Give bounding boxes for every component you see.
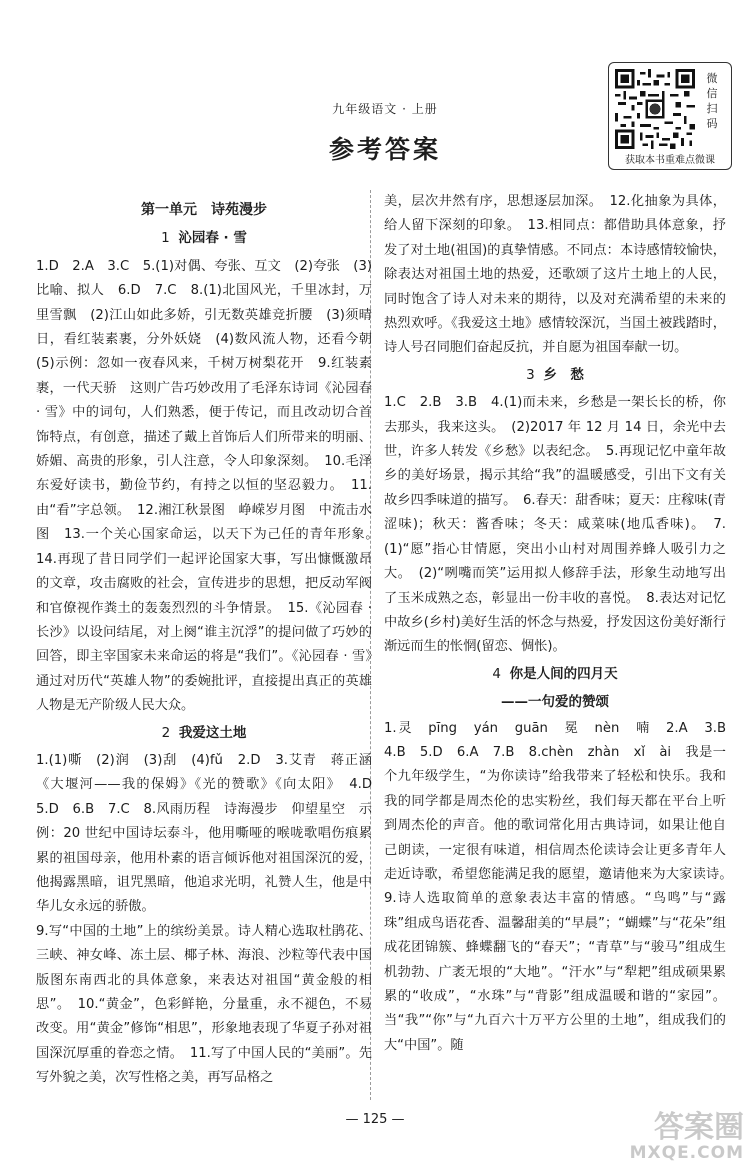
section-number: 4 (492, 665, 501, 682)
section-title-1 (36, 226, 372, 250)
section-number: 2 (161, 724, 171, 741)
unit-title: 第一单元 诗苑漫步 (141, 202, 267, 218)
watermark-logo (610, 1112, 750, 1166)
answers-section-2-continued: 9.写“中国的土地”上的缤纷美景。诗人精心选取杜鹃花、三峡、神女峰、冻土层、椰子林、海浪、沙粒等代表中国版图东南西北的具体意象，来表达对祖国“黄金般的相思”。 10.“黄金”，色彩鲜艳，分量重，永不褪色，不易改变。用“黄金”修饰“相思”，形象地表现了华夏子孙对祖国深沉厚重的眷恋之情。 11.写了中国人民的“美丽”。先写外貌之美，次写性格之美，再写品格之 (36, 923, 372, 1086)
qr-side-char: 信 (706, 87, 718, 100)
section-name: 我爱这土地 (178, 724, 247, 741)
section-title-4 (384, 662, 726, 686)
section-number: 1 (161, 230, 170, 247)
answers-section-2-tail: 美，层次井然有序，思想逐层加深。 12.化抽象为具体，给人留下深刻的印象。 13.相同点：都借助具体意象，抒发了对土地(祖国)的真挚情感。不同点：本诗感情较愉快，除表达对祖国土地的热爱，还歌颂了这片土地上的人民，同时饱含了诗人对未来的期待，以及对充满希望的未来的热烈欢呼。《我爱这土地》感情较深沉，当国土被践踏时，诗人号召同胞们奋起反抗，并自愿为祖国奉献一切。 (384, 194, 726, 356)
watermark-text-cn: 答案圈 (654, 1110, 744, 1145)
answers-section-1: 1.D 2.A 3.C 5.(1)对偶、夸张、互文 (2)夸张 (3)比喻、拟人 6.D 7.C 8.(1)北国风光，千里冰封，万里雪飘 (2)江山如此多娇，引无数英雄竞折腰 (3)须晴日，看红装素裹，分外妖娆 (4)数风流人物，还看今朝 (5)示例：忽如一夜春风来，千树万树梨花开 9.红装素裹，一代天骄 这则广告巧妙改用了毛泽东诗词《沁园春 · 雪》中的词句，人们熟悉，便于传记，而且改动切合首饰特点，有创意，描述了戴上首饰后人们所带来的明丽、娇媚、高贵的形象，引人注意，令人印象深刻。 10.毛泽东爱好读书，勤俭节约，有持之以恒的坚忍毅力。 11.由“看”字总领。 12.湘江秋景图 峥嵘岁月图 中流击水图 13.一个关心国家命运，以天下为己任的青年形象。 14.再现了昔日同学们一起评论国家大事，写出慷慨激昂的文章，攻击腐败的社会，宣传进步的思想，把反动军阀和官僚视作粪土的轰轰烈烈的斗争情景。 15.《沁园春 · 长沙》以设问结尾，对上阕“谁主沉浮”的提问做了巧妙的回答，即主宰国家未来命运的将是“我们”。《沁园春 · 雪》通过对历代“英雄人物”的委婉批评，直接提出真正的英雄人物是无产阶级人民大众。 (36, 258, 386, 714)
section-title-3 (384, 363, 726, 387)
qr-side-text (702, 71, 722, 131)
qr-code-icon[interactable] (615, 69, 695, 149)
book-label: 九年级语文 · 上册 (332, 102, 438, 116)
qr-side-char: 码 (706, 117, 718, 130)
page-title: 参考答案 (328, 135, 441, 164)
qr-panel (608, 62, 732, 170)
page-number: — 125 — (345, 1112, 405, 1127)
section-title-2 (36, 721, 372, 745)
section-name: 沁园春 · 雪 (178, 230, 247, 247)
section-subtitle: ——一句爱的赞颂 (501, 694, 609, 711)
qr-side-char: 微 (706, 72, 718, 85)
watermark-text-en: MXQE.COM (629, 1143, 744, 1163)
answers-section-4: 1.灵 pīng yán guān 冕 nèn 喃 2.A 3.B 4.B 5.D 6.A 7.B 8.chèn zhàn xǐ ài 我是一个九年级学生，“为你读诗”给我带来了轻松和快乐。我和我的同学都是周杰伦的忠实粉丝，我们每天都在平台上听到周杰伦的声音。他的歌词常化用古典诗词，如果让他自己朗读，一定很有味道，相信周杰伦读诗会让更多青年人走近诗歌，希望您能满足我的愿望，邀请他来为大家读诗。 9.诗人选取简单的意象表达丰富的情感。“鸟鸣”与“露珠”组成鸟语花香、温馨甜美的“早晨”；“蝴蝶”与“花朵”组成花团锦簇、蜂蝶翻飞的“春天”；“青草”与“骏马”组成生机勃勃、广袤无垠的“大地”。“汗水”与“犁耙”组成硕果累累的“收成”，“水珠”与“背影”组成温暖和谐的“家园”。当“我”“你”与“九百六十万平方公里的土地”，组成我们的大“中国”。随 (384, 720, 740, 1053)
left-column (36, 198, 386, 1091)
qr-caption: 获取本书重难点微课 (625, 155, 715, 166)
answers-section-3: 1.C 2.B 3.B 4.(1)而未来，乡愁是一架长长的桥，你去那头，我来这头。 (2)2017 年 12 月 14 日，余光中去世，许多人转发《乡愁》以表纪念。 5.再现记忆中童年故乡的美好场景，揭示其给“我”的温暖感受，引出下文有关故乡四季味道的描写。 6.春天：甜香味；夏天：庄稼味(青涩味)；秋天：酱香味；冬天：咸菜味(地瓜香味)。 7.(1)“愿”指心甘情愿，突出小山村对周围养蜂人吸引力之大。 (2)“咧嘴而笑”运用拟人修辞手法，形象生动地写出了玉米成熟之态，彰显出一份丰收的喜悦。 8.表达对记忆中故乡(乡村)美好生活的怀念与热爱，抒发因这份美好渐行渐远而生的怅惘(留恋、惆怅)。 (384, 395, 726, 655)
section-number: 3 (526, 366, 535, 383)
section-name: 你是人间的四月天 (509, 665, 618, 682)
right-column (384, 190, 740, 1058)
answers-section-2: 1.(1)嘶 (2)润 (3)刮 (4)fǔ 2.D 3.艾青 蒋正涵 《大堰河——我的保姆》《光的赞歌》《向太阳》 4.D 5.D 6.B 7.C 8.风雨历程 诗海漫步 仰望星空 示例：20 世纪中国诗坛泰斗，他用嘶哑的喉咙歌唱伤痕累累的祖国母亲，他用朴素的语言倾诉他对祖国深沉的爱，他揭露黑暗，诅咒黑暗，他追求光明，礼赞人生，他是中华儿女永远的骄傲。 (36, 752, 386, 915)
qr-side-char: 扫 (706, 102, 718, 115)
section-name: 乡 愁 (543, 366, 584, 383)
